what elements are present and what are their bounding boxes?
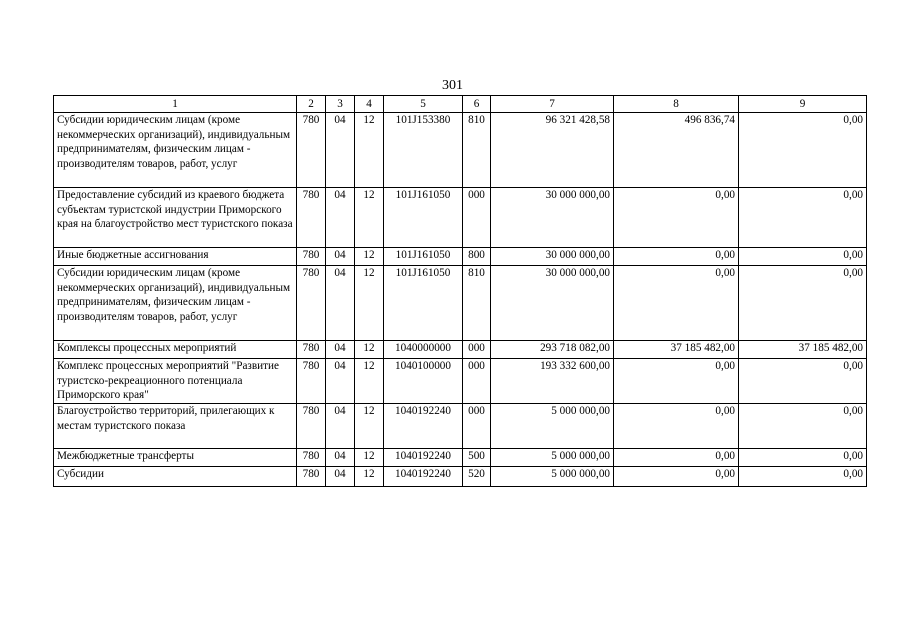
cell-amount-7: 5 000 000,00: [491, 467, 614, 487]
cell-amount-8: 0,00: [614, 467, 739, 487]
cell-target-article: 1040100000: [384, 359, 463, 404]
row-name: Субсидии юридическим лицам (кроме некоммерческих организаций), индивидуальным предпринимателям, физическим лицам - производителям товаров, работ, услуг: [54, 266, 297, 341]
cell-subsection: 12: [355, 188, 384, 248]
cell-expense-type: 800: [463, 248, 491, 266]
column-header: 7: [491, 96, 614, 113]
cell-amount-9: 0,00: [739, 248, 867, 266]
cell-amount-7: 30 000 000,00: [491, 188, 614, 248]
cell-section: 04: [326, 266, 355, 341]
cell-ministry: 780: [297, 404, 326, 449]
cell-ministry: 780: [297, 266, 326, 341]
cell-ministry: 780: [297, 449, 326, 467]
cell-amount-9: 0,00: [739, 113, 867, 188]
cell-amount-7: 293 718 082,00: [491, 341, 614, 359]
column-header: 5: [384, 96, 463, 113]
row-name: Субсидии: [54, 467, 297, 487]
row-name: Благоустройство территорий, прилегающих к местам туристского показа: [54, 404, 297, 449]
cell-expense-type: 520: [463, 467, 491, 487]
cell-ministry: 780: [297, 188, 326, 248]
cell-amount-8: 0,00: [614, 188, 739, 248]
cell-section: 04: [326, 404, 355, 449]
cell-target-article: 1040000000: [384, 341, 463, 359]
cell-amount-8: 0,00: [614, 359, 739, 404]
column-header: 2: [297, 96, 326, 113]
cell-expense-type: 810: [463, 113, 491, 188]
cell-subsection: 12: [355, 467, 384, 487]
cell-target-article: 1040192240: [384, 467, 463, 487]
row-name: Иные бюджетные ассигнования: [54, 248, 297, 266]
cell-ministry: 780: [297, 113, 326, 188]
cell-expense-type: 000: [463, 188, 491, 248]
column-header: 6: [463, 96, 491, 113]
cell-amount-8: 0,00: [614, 404, 739, 449]
row-name: Межбюджетные трансферты: [54, 449, 297, 467]
table-row: [54, 188, 867, 248]
cell-section: 04: [326, 467, 355, 487]
row-name: Субсидии юридическим лицам (кроме некоммерческих организаций), индивидуальным предпринимателям, физическим лицам - производителям товаров, работ, услуг: [54, 113, 297, 188]
cell-amount-9: 0,00: [739, 359, 867, 404]
cell-amount-7: 30 000 000,00: [491, 266, 614, 341]
table-row: [54, 359, 867, 404]
column-header: 9: [739, 96, 867, 113]
row-name: Комплекс процессных мероприятий "Развитие туристско-рекреационного потенциала Приморского края": [54, 359, 297, 404]
cell-expense-type: 810: [463, 266, 491, 341]
cell-amount-8: 496 836,74: [614, 113, 739, 188]
row-name: Комплексы процессных мероприятий: [54, 341, 297, 359]
cell-section: 04: [326, 113, 355, 188]
cell-subsection: 12: [355, 248, 384, 266]
cell-target-article: 101J161050: [384, 266, 463, 341]
cell-expense-type: 000: [463, 359, 491, 404]
table-row: [54, 341, 867, 359]
cell-amount-7: 96 321 428,58: [491, 113, 614, 188]
cell-amount-8: 37 185 482,00: [614, 341, 739, 359]
cell-target-article: 1040192240: [384, 404, 463, 449]
cell-section: 04: [326, 449, 355, 467]
cell-target-article: 101J153380: [384, 113, 463, 188]
cell-subsection: 12: [355, 404, 384, 449]
column-header: 1: [54, 96, 297, 113]
row-name: Предоставление субсидий из краевого бюджета субъектам туристской индустрии Приморского края на благоустройство мест туристского показа: [54, 188, 297, 248]
cell-ministry: 780: [297, 341, 326, 359]
cell-amount-8: 0,00: [614, 449, 739, 467]
page-number: 301: [442, 78, 463, 93]
column-header: 8: [614, 96, 739, 113]
cell-amount-9: 0,00: [739, 404, 867, 449]
cell-subsection: 12: [355, 359, 384, 404]
cell-ministry: 780: [297, 467, 326, 487]
cell-amount-7: 5 000 000,00: [491, 449, 614, 467]
cell-section: 04: [326, 248, 355, 266]
budget-table: [53, 95, 867, 487]
cell-ministry: 780: [297, 359, 326, 404]
cell-target-article: 101J161050: [384, 188, 463, 248]
table-row: [54, 404, 867, 449]
cell-expense-type: 500: [463, 449, 491, 467]
cell-target-article: 101J161050: [384, 248, 463, 266]
cell-amount-9: 0,00: [739, 449, 867, 467]
cell-amount-7: 193 332 600,00: [491, 359, 614, 404]
cell-amount-9: 0,00: [739, 266, 867, 341]
cell-ministry: 780: [297, 248, 326, 266]
table-row: [54, 248, 867, 266]
cell-amount-8: 0,00: [614, 266, 739, 341]
cell-amount-9: 37 185 482,00: [739, 341, 867, 359]
cell-expense-type: 000: [463, 341, 491, 359]
cell-subsection: 12: [355, 341, 384, 359]
table-row: [54, 266, 867, 341]
table-row: [54, 467, 867, 487]
cell-subsection: 12: [355, 449, 384, 467]
cell-subsection: 12: [355, 266, 384, 341]
cell-expense-type: 000: [463, 404, 491, 449]
column-header: 3: [326, 96, 355, 113]
cell-amount-9: 0,00: [739, 467, 867, 487]
cell-section: 04: [326, 341, 355, 359]
cell-amount-8: 0,00: [614, 248, 739, 266]
table-header-row: [54, 96, 867, 113]
cell-section: 04: [326, 359, 355, 404]
table-row: [54, 449, 867, 467]
cell-amount-7: 30 000 000,00: [491, 248, 614, 266]
cell-target-article: 1040192240: [384, 449, 463, 467]
cell-amount-9: 0,00: [739, 188, 867, 248]
table-row: [54, 113, 867, 188]
cell-section: 04: [326, 188, 355, 248]
cell-subsection: 12: [355, 113, 384, 188]
cell-amount-7: 5 000 000,00: [491, 404, 614, 449]
column-header: 4: [355, 96, 384, 113]
